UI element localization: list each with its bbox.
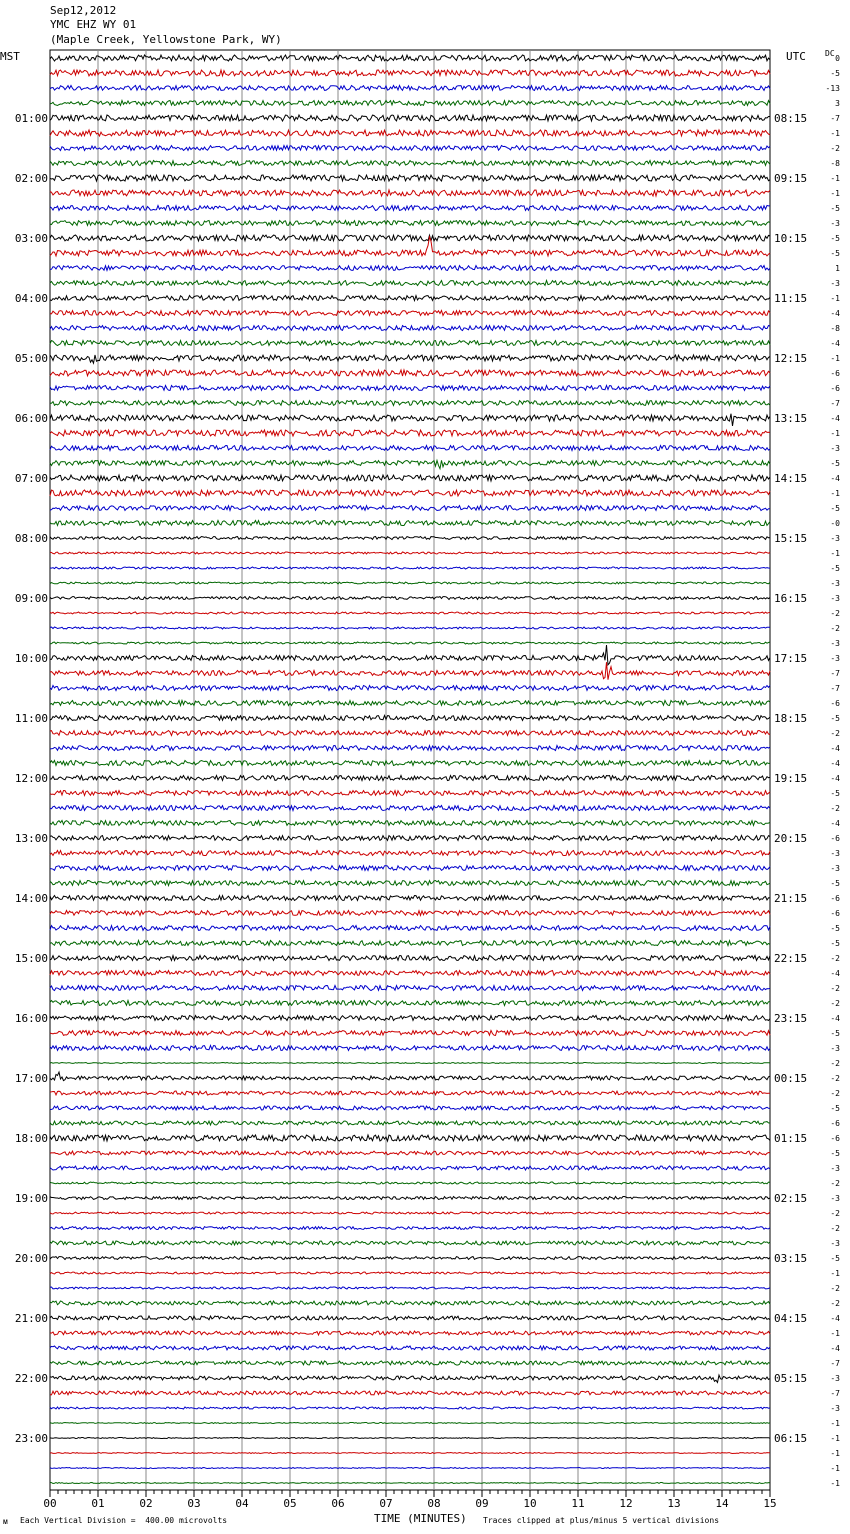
time-tick-label: 05	[283, 1497, 297, 1510]
seismic-trace	[50, 1272, 770, 1274]
seismic-trace	[50, 1407, 770, 1409]
seismic-trace	[50, 446, 770, 451]
dc-offset-value: -5	[830, 69, 840, 78]
seismic-trace	[50, 70, 770, 76]
seismic-trace	[50, 612, 770, 614]
time-tick-label: 13	[667, 1497, 681, 1510]
dc-offset-value: -1	[830, 1269, 840, 1278]
left-hour-label: 10:00	[14, 652, 48, 665]
right-hour-label: 19:15	[774, 772, 808, 785]
seismic-trace	[50, 1016, 770, 1021]
seismic-trace	[50, 791, 770, 796]
seismic-trace	[50, 206, 770, 211]
left-timezone-label: MST	[0, 50, 20, 63]
seismic-trace	[50, 1166, 770, 1170]
station-code: YMC EHZ WY 01	[50, 18, 137, 31]
seismic-trace	[50, 1151, 770, 1155]
right-hour-label: 04:15	[774, 1312, 808, 1325]
dc-offset-value: -2	[830, 1209, 840, 1218]
seismic-trace	[50, 701, 770, 706]
seismic-trace	[50, 86, 770, 91]
dc-offset-value: -2	[830, 144, 840, 153]
seismic-trace	[50, 567, 770, 569]
seismic-trace	[50, 1197, 770, 1200]
dc-offset-value: -1	[830, 1464, 840, 1473]
dc-offset-value: -4	[830, 774, 840, 783]
right-hour-label: 02:15	[774, 1192, 808, 1205]
seismic-trace	[50, 836, 770, 841]
seismic-trace	[50, 582, 770, 584]
seismic-trace	[50, 1453, 770, 1454]
left-hour-label: 07:00	[14, 472, 48, 485]
dc-offset-value: -6	[830, 1119, 840, 1128]
x-axis-title: TIME (MINUTES)	[374, 1512, 467, 1525]
seismic-trace	[50, 386, 770, 391]
right-hour-label: 23:15	[774, 1012, 808, 1025]
dc-offset-value: -5	[830, 234, 840, 243]
dc-offset-value: -1	[830, 354, 840, 363]
dc-offset-value: -2	[830, 1089, 840, 1098]
seismic-trace	[50, 1135, 770, 1141]
dc-offset-value: -4	[830, 474, 840, 483]
dc-offset-value: -6	[830, 834, 840, 843]
seismic-trace	[50, 881, 770, 886]
dc-offset-value: -1	[830, 549, 840, 558]
time-tick-label: 07	[379, 1497, 393, 1510]
seismic-trace	[50, 776, 770, 781]
right-hour-label: 13:15	[774, 412, 808, 425]
dc-offset-value: -3	[830, 654, 840, 663]
dc-offset-value: -7	[830, 1389, 840, 1398]
dc-offset-value: -1	[830, 1419, 840, 1428]
dc-offset-value: -4	[830, 339, 840, 348]
seismic-trace	[50, 1483, 770, 1484]
time-tick-label: 03	[187, 1497, 201, 1510]
seismic-trace	[50, 662, 770, 680]
seismic-trace	[50, 866, 770, 871]
left-hour-label: 05:00	[14, 352, 48, 365]
left-hour-label: 13:00	[14, 832, 48, 845]
dc-offset-value: -5	[830, 459, 840, 468]
dc-offset-value: -4	[830, 969, 840, 978]
right-hour-label: 11:15	[774, 292, 808, 305]
seismic-trace	[50, 911, 770, 916]
dc-offset-value: -2	[830, 1284, 840, 1293]
dc-offset-value: -4	[830, 1014, 840, 1023]
seismic-trace	[50, 716, 770, 721]
seismic-trace	[50, 475, 770, 481]
dc-offset-value: -3	[830, 639, 840, 648]
seismic-trace	[50, 926, 770, 931]
seismic-trace	[50, 1361, 770, 1365]
seismic-trace	[50, 101, 770, 106]
dc-offset-value: -1	[830, 294, 840, 303]
right-hour-label: 05:15	[774, 1372, 808, 1385]
dc-offset-value: -4	[830, 1344, 840, 1353]
seismic-trace	[50, 1121, 770, 1125]
dc-offset-value: 0	[835, 54, 840, 63]
dc-offset-value: -1	[830, 1434, 840, 1443]
left-hour-label: 06:00	[14, 412, 48, 425]
time-tick-label: 15	[763, 1497, 777, 1510]
dc-offset-value: -7	[830, 114, 840, 123]
dc-offset-value: -5	[830, 204, 840, 213]
seismic-trace	[50, 1438, 770, 1439]
time-tick-label: 11	[571, 1497, 585, 1510]
dc-offset-value: -2	[830, 1299, 840, 1308]
dc-offset-value: -1	[830, 129, 840, 138]
seismic-trace	[50, 1331, 770, 1335]
time-tick-label: 02	[139, 1497, 153, 1510]
dc-offset-value: -3	[830, 279, 840, 288]
dc-offset-value: -5	[830, 714, 840, 723]
dc-offset-value: -5	[830, 1254, 840, 1263]
time-tick-label: 08	[427, 1497, 441, 1510]
dc-offset-value: -8	[830, 324, 840, 333]
time-tick-label: 10	[523, 1497, 537, 1510]
seismic-trace	[50, 506, 770, 511]
seismic-trace	[50, 821, 770, 826]
left-hour-label: 22:00	[14, 1372, 48, 1385]
seismic-trace	[50, 1091, 770, 1095]
dc-offset-value: -3	[830, 1044, 840, 1053]
record-date: Sep12,2012	[50, 4, 117, 17]
dc-offset-value: -1	[830, 174, 840, 183]
dc-offset-value: -1	[830, 1329, 840, 1338]
seismic-trace	[50, 552, 770, 554]
seismic-trace	[50, 1468, 770, 1469]
dc-offset-value: -3	[830, 849, 840, 858]
seismic-trace	[50, 115, 770, 121]
time-tick-label: 12	[619, 1497, 633, 1510]
time-axis	[43, 1490, 776, 1510]
seismic-trace	[50, 296, 770, 301]
dc-offset-value: 3	[835, 99, 840, 108]
seismic-trace	[50, 175, 770, 181]
dc-offset-value: -7	[830, 399, 840, 408]
dc-offset-value: -2	[830, 1074, 840, 1083]
dc-offset-value: -1	[830, 189, 840, 198]
left-hour-label: 20:00	[14, 1252, 48, 1265]
seismic-trace	[50, 341, 770, 346]
seismic-trace	[50, 521, 770, 526]
dc-offset-value: -3	[830, 444, 840, 453]
seismic-trace	[50, 1046, 770, 1051]
dc-offset-value: -3	[830, 579, 840, 588]
dc-offset-value: -2	[830, 729, 840, 738]
seismic-trace	[50, 1346, 770, 1350]
right-hour-label: 18:15	[774, 712, 808, 725]
seismic-trace	[50, 281, 770, 286]
left-hour-label: 08:00	[14, 532, 48, 545]
dc-offset-value: -2	[830, 1059, 840, 1068]
dc-offset-value: -6	[830, 384, 840, 393]
dc-offset-value: -1	[830, 429, 840, 438]
dc-offset-value: -2	[830, 1224, 840, 1233]
seismic-trace	[50, 1031, 770, 1036]
dc-offset-value: -2	[830, 984, 840, 993]
seismic-trace	[50, 235, 770, 241]
seismic-trace	[50, 355, 770, 363]
time-tick-label: 14	[715, 1497, 729, 1510]
left-hour-label: 17:00	[14, 1072, 48, 1085]
seismic-trace	[50, 1301, 770, 1305]
seismic-trace	[50, 326, 770, 331]
dc-offset-value: -6	[830, 894, 840, 903]
dc-offset-value: -7	[830, 669, 840, 678]
left-hour-label: 09:00	[14, 592, 48, 605]
right-hour-label: 20:15	[774, 832, 808, 845]
left-hour-label: 23:00	[14, 1432, 48, 1445]
seismic-trace	[50, 1227, 770, 1230]
dc-offset-value: -3	[830, 1239, 840, 1248]
dc-offset-value: -3	[830, 1404, 840, 1413]
right-hour-label: 01:15	[774, 1132, 808, 1145]
seismic-trace	[50, 537, 770, 540]
dc-offset-value: -5	[830, 504, 840, 513]
dc-offset-value: -7	[830, 1359, 840, 1368]
seismic-trace	[50, 1212, 770, 1214]
time-tick-label: 09	[475, 1497, 489, 1510]
seismic-trace	[50, 1106, 770, 1110]
seismic-trace	[50, 645, 770, 665]
seismic-trace	[50, 1316, 770, 1320]
dc-offset-value: -2	[830, 804, 840, 813]
seismic-traces	[50, 55, 770, 1484]
seismic-trace	[50, 190, 770, 196]
dc-offset-value: -3	[830, 534, 840, 543]
dc-offset-value: -4	[830, 744, 840, 753]
left-hour-label: 01:00	[14, 112, 48, 125]
left-hour-label: 04:00	[14, 292, 48, 305]
seismic-trace	[50, 642, 770, 644]
right-hour-label: 00:15	[774, 1072, 808, 1085]
dc-offset-value: -2	[830, 954, 840, 963]
right-hour-label: 15:15	[774, 532, 808, 545]
seismic-trace	[50, 1391, 770, 1395]
right-timezone-label: UTC	[786, 50, 806, 63]
right-hour-label: 14:15	[774, 472, 808, 485]
dc-offset-value: -4	[830, 1314, 840, 1323]
dc-offset-value: -6	[830, 699, 840, 708]
dc-offset-value: -2	[830, 999, 840, 1008]
time-tick-label: 06	[331, 1497, 345, 1510]
seismic-trace	[50, 956, 770, 961]
dc-offset-value: -13	[825, 84, 840, 93]
seismic-trace	[50, 55, 770, 61]
dc-offset-value: -4	[830, 309, 840, 318]
left-hour-label: 18:00	[14, 1132, 48, 1145]
dc-offset-value: -5	[830, 1029, 840, 1038]
dc-offset-value: -2	[830, 1179, 840, 1188]
left-hour-label: 12:00	[14, 772, 48, 785]
seismic-trace	[50, 146, 770, 151]
dc-offset-value: -0	[830, 519, 840, 528]
seismic-trace	[50, 311, 770, 316]
dc-offset-value: -4	[830, 414, 840, 423]
right-hour-label: 17:15	[774, 652, 808, 665]
dc-offset-value: -6	[830, 369, 840, 378]
dc-offset-value: -1	[830, 489, 840, 498]
time-tick-label: 00	[43, 1497, 57, 1510]
seismic-trace	[50, 1001, 770, 1006]
seismic-trace	[50, 414, 770, 426]
seismic-trace	[50, 986, 770, 991]
seismic-trace	[50, 1257, 770, 1260]
dc-offset-value: -2	[830, 624, 840, 633]
left-hour-label: 02:00	[14, 172, 48, 185]
dc-offset-value: -3	[830, 864, 840, 873]
vertical-scale-note: Each Vertical Division = 400.00 microvolts	[20, 1516, 228, 1525]
dc-offset-value: 1	[835, 264, 840, 273]
seismic-trace	[50, 401, 770, 406]
seismic-trace	[50, 941, 770, 946]
seismic-trace	[50, 430, 770, 436]
seismic-trace	[50, 1241, 770, 1245]
dc-offset-value: -3	[830, 1164, 840, 1173]
seismic-trace	[50, 221, 770, 226]
seismic-trace	[50, 746, 770, 751]
dc-offset-value: -5	[830, 249, 840, 258]
clip-note: Traces clipped at plus/minus 5 vertical divisions	[483, 1516, 720, 1525]
dc-offset-value: -5	[830, 879, 840, 888]
seismic-trace	[50, 490, 770, 496]
left-hour-label: 19:00	[14, 1192, 48, 1205]
right-hour-label: 08:15	[774, 112, 808, 125]
dc-offset-value: -2	[830, 609, 840, 618]
station-location: (Maple Creek, Yellowstone Park, WY)	[50, 33, 282, 46]
right-hour-label: 09:15	[774, 172, 808, 185]
seismic-trace	[50, 761, 770, 766]
dc-offset-value: -5	[830, 1104, 840, 1113]
dc-offset-value: -3	[830, 594, 840, 603]
left-hour-label: 03:00	[14, 232, 48, 245]
seismic-trace	[50, 731, 770, 736]
right-hour-label: 22:15	[774, 952, 808, 965]
seismic-trace	[50, 1375, 770, 1382]
seismic-trace	[50, 851, 770, 856]
dc-offset-value: -5	[830, 564, 840, 573]
seismic-trace	[50, 597, 770, 600]
seismic-trace	[50, 686, 770, 691]
logo-mark: ᴍ	[3, 1517, 8, 1526]
seismic-trace	[50, 1287, 770, 1289]
dc-offset-value: -1	[830, 1479, 840, 1488]
time-tick-label: 01	[91, 1497, 105, 1510]
seismic-trace	[50, 1182, 770, 1184]
seismic-trace	[50, 266, 770, 271]
dc-offset-value: -5	[830, 924, 840, 933]
seismic-trace	[50, 806, 770, 811]
seismic-trace	[50, 896, 770, 901]
seismic-trace	[50, 1063, 770, 1064]
right-hour-label: 16:15	[774, 592, 808, 605]
right-hour-label: 21:15	[774, 892, 808, 905]
dc-offset-value: -6	[830, 1134, 840, 1143]
dc-offset-header: DC	[825, 49, 835, 58]
dc-offset-value: -4	[830, 759, 840, 768]
seismic-trace	[50, 1423, 770, 1424]
left-hour-label: 14:00	[14, 892, 48, 905]
seismic-trace	[50, 627, 770, 629]
dc-offset-value: -5	[830, 1149, 840, 1158]
right-hour-label: 10:15	[774, 232, 808, 245]
seismic-trace	[50, 460, 770, 468]
right-hour-label: 12:15	[774, 352, 808, 365]
dc-offset-value: -5	[830, 789, 840, 798]
dc-offset-value: -3	[830, 1374, 840, 1383]
time-tick-label: 04	[235, 1497, 249, 1510]
seismic-trace	[50, 1072, 770, 1081]
dc-offset-value: -5	[830, 939, 840, 948]
dc-offset-value: -8	[830, 159, 840, 168]
seismic-trace	[50, 130, 770, 136]
dc-offset-value: -4	[830, 819, 840, 828]
dc-offset-value: -3	[830, 1194, 840, 1203]
left-hour-label: 11:00	[14, 712, 48, 725]
right-hour-label: 06:15	[774, 1432, 808, 1445]
left-hour-label: 16:00	[14, 1012, 48, 1025]
right-hour-label: 03:15	[774, 1252, 808, 1265]
seismic-trace	[50, 971, 770, 976]
seismic-trace	[50, 161, 770, 166]
seismic-trace	[50, 370, 770, 376]
dc-offset-value: -7	[830, 684, 840, 693]
left-hour-label: 21:00	[14, 1312, 48, 1325]
dc-offset-value: -1	[830, 1449, 840, 1458]
left-hour-label: 15:00	[14, 952, 48, 965]
dc-offset-value: -6	[830, 909, 840, 918]
dc-offset-value: -3	[830, 219, 840, 228]
